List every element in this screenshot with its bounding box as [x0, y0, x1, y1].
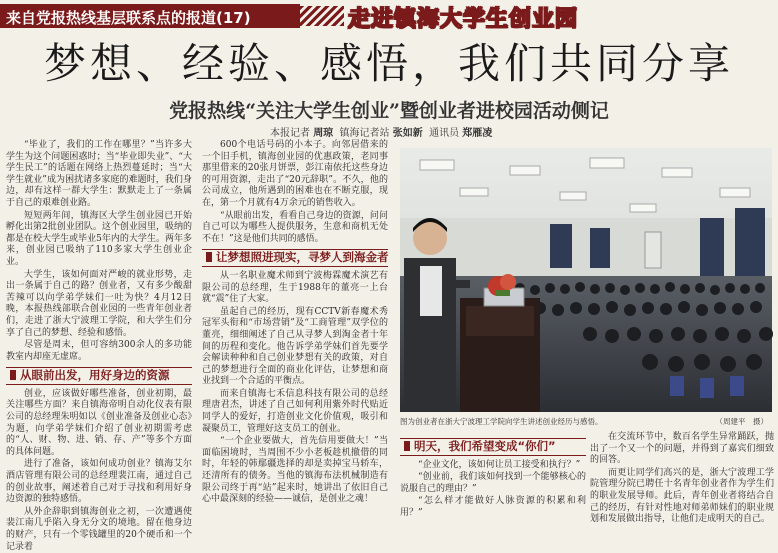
article-column-2 [202, 140, 388, 514]
section-heading: 明天，我们希望变成“你们” [400, 438, 586, 456]
paragraph: “企业文化，该如何让员工接受和执行？” [418, 459, 581, 470]
section-heading: 从眼前出发，用好身边的资源 [6, 367, 192, 385]
paragraph: 600个电话号码的小本子。向邻居借来的一个旧手机，镇海创业园的优惠政策，老同事那里借来的20张月饼票，彭江南依托这些身边的可用资源，走出了“20元辞职”。不久，他的公司成立，他所遇到的困难也在不断克服，现在，第一个月就有4万余元的销售收入。 [202, 140, 388, 208]
event-photo-illustration [400, 148, 772, 412]
byline-role-1: 本报记者 [270, 128, 310, 139]
byline-role-2: 镇海记者站 [339, 128, 390, 139]
paragraph: 进行了准备，该如何成功创业？镇海艾尔酒店管理有限公司的总经理裴江南，通过自己的创业故事，阐述着自己对于寻找和利用好身边资源的独特感悟。 [6, 459, 192, 505]
paragraph: 虽起自己的经历，现有CCTV新春魔术秀冠军头衔和“市场营销”及“工商管理”双学位的董亮，细细阐述了自己从寻梦人到淘金者十年间的历程和变化。他告诉学弟学妹们首先要学会解读种种和自己创业梦想有关的政策，对自己的梦想进行全面的商业化评估，让梦想和商业找到一个合适的平衡点。 [202, 306, 388, 387]
paragraph: 在交流环节中，数百名学生异常踊跃，抛出了一个又一个的问题，并得到了嘉宾们细致的回答。 [590, 432, 774, 466]
paragraph: 创业，应该做好哪些准备，创业初期，最关注哪些方面？来自镇海帝明自动化仪表有限公司的总经理朱明如以《创业准备及创业心态》为题，向学弟学妹们介绍了创业初期需考虑的“人、财、物、进、销、存、产”等多个方面的具体问题。 [6, 388, 192, 457]
series-label: 来自党报热线基层联系点的报道(17) [6, 9, 251, 27]
headline: 梦想、经验、感悟，我们共同分享 [43, 39, 734, 88]
paragraph: 短短两年间，镇海区大学生创业园已开始孵化出第2批创业团队。这个创业园里，吸纳的都是在校大学生或毕业5年内的大学生。两年多来，创业园已吸纳了110多家大学生创业企业。 [6, 210, 192, 267]
byline-name-2: 张如新 [392, 128, 423, 139]
topic-label-box [344, 0, 778, 32]
paragraph: 而来自镇海七禾信息科技有限公司的总经理唐君杰，讲述了自己如何利用紫外时代贴近同学人的爱好，打造创业文化价值观，吸引和凝聚员工，管理好这支员工的创业。 [202, 388, 388, 434]
paragraph: 大学生，该如何面对严峻的就业形势，走出一条属于自己的路？创业者，又有多少酸甜苦辣可以向学弟学妹们一吐为快？4月12日晚，本报热线部联合创业园的一些青年创业者们，走进了浙大宁波理工学院，和大学生们分享了自己的梦想、经验和感悟。 [6, 269, 192, 338]
section-heading: 让梦想照进现实，寻梦人到海金者 [202, 249, 388, 267]
subheadline: 党报热线“关注大学生创业”暨创业者进校园活动侧记 [169, 100, 609, 122]
paragraph: “怎么样才能做好人脉资源的积累和利用？” [400, 496, 586, 518]
topic-label: 走进镇海大学生创业园 [348, 7, 579, 32]
series-banner [0, 0, 778, 32]
article-column-4 [590, 432, 774, 525]
byline [270, 124, 492, 139]
article-column-1 [6, 140, 192, 552]
paragraph: 尽管是周末，但可容纳300余人的多功能教室内却座无虚席。 [6, 340, 192, 362]
paragraph: 从一名职业魔术师到宁波梅霖魔术演艺有限公司的总经理，生于1988年的董亮一上台就“震”住了大家。 [202, 270, 388, 305]
paragraph: 而更让同学们高兴的是，浙大宁波理工学院管理分院已聘任十名青年创业者作为学生们的职业发展导师。此后，青年创业者将结合自己的经历，有针对性地对师弟师妹们的职业规划和发展做出指导，让他们走成明天的自己。 [590, 467, 774, 525]
paragraph: “毕业了，我们的工作在哪里？”当许多大学生为这个问题困惑时；当“毕业即失业”、“大学生民工”的话题在网络上热烈蔓延时；当“大学生就业”成为困扰诸多家庭的难题时，我们身边，却有这样一群大学生：默默走上了一条属于自己的艰难创业路。 [6, 140, 192, 208]
banner-stripes [300, 6, 344, 26]
byline-name-1: 周琼 [313, 128, 334, 139]
byline-name-3: 郑雁凌 [462, 128, 493, 139]
byline-role-3: 通讯员 [429, 128, 460, 139]
caption-text: 图为创业者在浙大宁波理工学院向学生讲述创业经历与感悟。 [400, 417, 603, 426]
article-column-3 [400, 432, 586, 518]
event-photo [400, 148, 772, 412]
paragraph: “一个企业要做大，首先信用要做大！”当面临困境时，当周围不少小老板趁机撤借的同时，年轻的韩鄢疆选择的却是卖掉宝马轿车，还清所有的债务。当他的镇海布法机械制造有限公司终于再“站”起来时，她讲出了依旧自己心中最深刻的经验——诚信，是创业之魂！ [202, 436, 388, 505]
paragraph: “从眼前出发，看看自己身边的资源，问问自己可以为哪些人提供服务，生意和商机无处不在！”这是他们共同的感悟。 [202, 210, 388, 244]
series-label-box [0, 4, 300, 28]
photo-credit: （周建平 摄） [715, 417, 768, 426]
paragraph: “创业前，我们该如何找到一个能够核心的说服自己的理由？” [400, 472, 586, 494]
paragraph: 从外企辞职到镇海创业之初，一次遭遇使裴江南几乎陷入身无分文的境地。留在他身边的财产，只有一个零钱罐里的20个硬币和一个记录着 [6, 506, 192, 552]
photo-caption [400, 416, 772, 427]
